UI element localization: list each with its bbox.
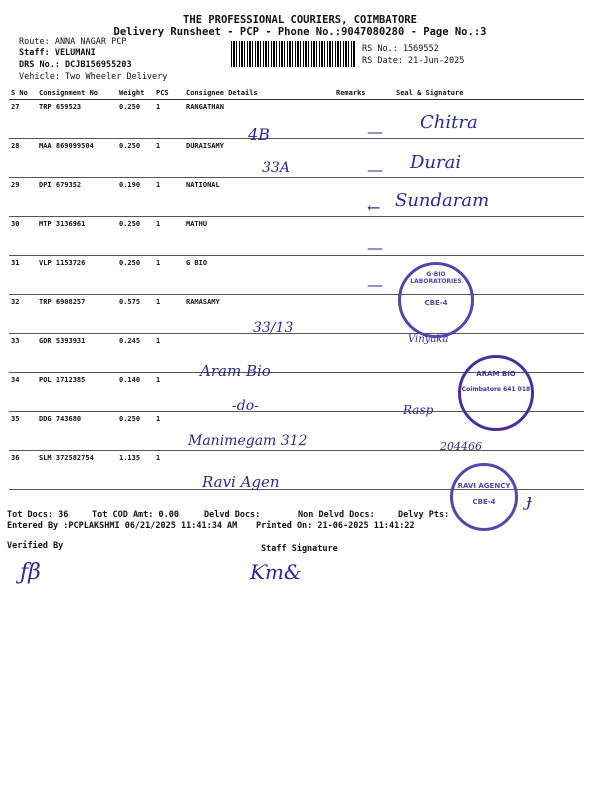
signature-icon: ɟ (526, 490, 532, 511)
signature: 204466 (440, 440, 482, 453)
entered-by: Entered By :PCPLAKSHMI 06/21/2025 11:41:34 AM (7, 521, 238, 531)
gbio-stamp: G-BIO LABORATORIES CBE-4 (398, 262, 474, 338)
handwritten-note: Manimegam 312 (188, 433, 308, 449)
route: Route: ANNA NAGAR PCP (19, 37, 127, 47)
handwritten-note: Ravi Agen (202, 473, 280, 491)
handwritten-note: 33/13 (253, 320, 294, 336)
table-row: 29 DPI 679352 0.190 1 NATIONAL (9, 178, 584, 217)
barcode (231, 41, 355, 67)
staff-signature-icon: Ƙm& (250, 560, 302, 584)
remark-dash-icon: — (367, 275, 383, 294)
col-consignee: Consignee Details (184, 87, 334, 100)
table-row: 28 MAA 869099504 0.250 1 DURAISAMY (9, 139, 584, 178)
table-row: 34 POL 1712385 0.140 1 (9, 373, 584, 412)
signature: Durai (410, 152, 462, 173)
tot-docs: Tot Docs: 36 (7, 510, 69, 520)
company-name: THE PROFESSIONAL COURIERS, COIMBATORE (183, 14, 417, 26)
table-row: 30 MTP 3136961 0.250 1 MATHU (9, 217, 584, 256)
table-row: 31 VLP 1153726 0.250 1 G BIO (9, 256, 584, 295)
table-row: 36 SLM 372582754 1.135 1 (9, 451, 584, 490)
remark-arrow-icon: ← (367, 198, 381, 217)
drs-number: DRS No.: DCJB156955203 (19, 60, 132, 70)
delvd-docs: Delvd Docs: (204, 510, 261, 520)
aram-bio-stamp: ARAM BIO Coimbatore 641 018 (458, 355, 534, 431)
non-delvd-docs: Non Delvd Docs: (298, 510, 375, 520)
vehicle: Vehicle: Two Wheeler Delivery (19, 72, 168, 82)
table-row: 32 TRP 6908257 0.575 1 RAMASAMY (9, 295, 584, 334)
col-pcs: PCS (154, 87, 184, 100)
remark-dash-icon: — (367, 160, 383, 179)
col-consignment: Consignment No (37, 87, 117, 100)
delvy-pts: Delvy Pts: (398, 510, 450, 520)
staff-signature-label: Staff Signature (261, 544, 338, 554)
table-row: 27 TRP 659523 0.250 1 RANGATHAN (9, 100, 584, 139)
sheet-title: Delivery Runsheet - PCP - Phone No.:9047080280 - Page No.:3 (113, 26, 487, 38)
col-remarks: Remarks (334, 87, 374, 100)
signature: Chitra (420, 112, 478, 133)
table-row: 35 DDG 743680 0.250 1 (9, 412, 584, 451)
tot-cod: Tot COD Amt: 0.00 (92, 510, 179, 520)
signature: Rasp (403, 403, 434, 417)
signature: Vinyaka (408, 334, 449, 345)
col-weight: Weight (117, 87, 154, 100)
col-sno: S No (9, 87, 37, 100)
remark-dash-icon: — (367, 238, 383, 257)
staff: Staff: VELUMANI (19, 48, 96, 58)
rs-number: RS No.: 1569552 (362, 44, 439, 54)
ravi-agency-stamp: RAVI AGENCY CBE-4 (450, 463, 518, 531)
handwritten-note: 33A (262, 160, 290, 176)
handwritten-note: Aram Bio (200, 362, 271, 380)
rs-date: RS Date: 21-Jun-2025 (362, 56, 465, 66)
verifier-signature-icon: ƒβ (20, 560, 41, 585)
handwritten-note: 4B (248, 125, 270, 144)
handwritten-note: -do- (232, 398, 259, 414)
printed-on: Printed On: 21-06-2025 11:41:22 (256, 521, 415, 531)
remark-dash-icon: — (367, 122, 383, 141)
signature: Sundaram (395, 190, 490, 211)
verified-by-label: Verified By (7, 541, 64, 551)
col-seal: Seal & Signature (374, 87, 584, 100)
table-row: 33 GDR 5393931 0.245 1 (9, 334, 584, 373)
table-header (9, 87, 584, 100)
